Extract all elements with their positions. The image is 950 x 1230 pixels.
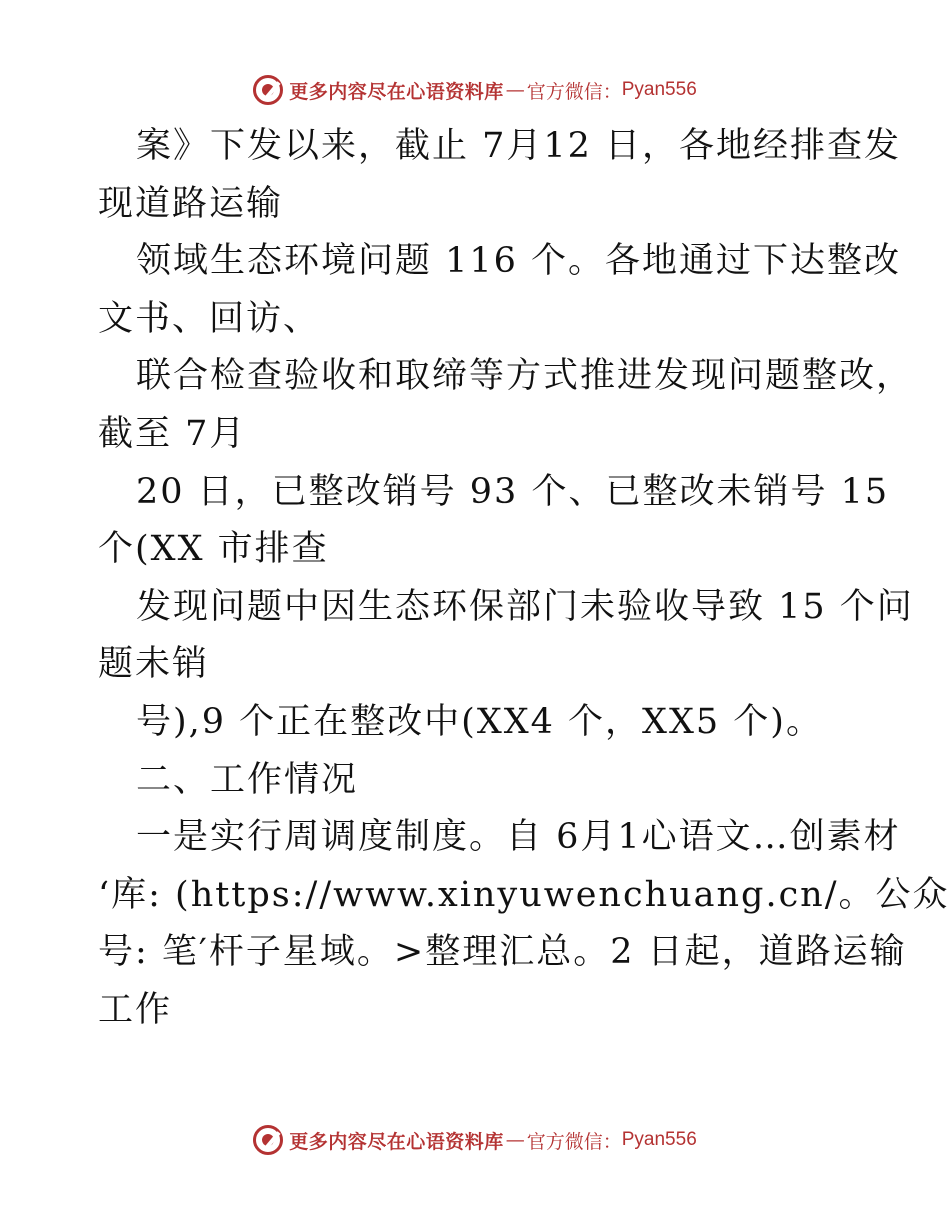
text-line: 领域生态环境问题 116 个。各地通过下达整改 xyxy=(136,241,902,282)
text-line: 发现问题中因生态环保部门未验收导致 15 个问 xyxy=(136,586,914,627)
text-line: 现道路运输 xyxy=(98,183,284,224)
text-line: 20 日，已整改销号 93 个、已整改未销号 15 xyxy=(136,471,890,512)
text-line: ‘库: (https://www.xinyuwenchuang.cn/。公众 xyxy=(98,874,950,915)
text-line: 号: 笔′杆子星域。>整理汇总。2 日起，道路运输 xyxy=(98,932,907,973)
watermark-text: 更多内容尽在心语资料库 xyxy=(289,80,504,103)
watermark-label: 官方微信： xyxy=(526,80,622,103)
watermark-footer xyxy=(0,1120,950,1160)
text-line: 一是实行周调度制度。自 6月1心语文…创素材 xyxy=(136,817,901,858)
watermark-label: 官方微信： xyxy=(526,1130,622,1153)
watermark-header xyxy=(0,70,950,110)
text-line: 个(XX 市排查 xyxy=(98,529,329,570)
watermark-id: Pyan556 xyxy=(621,79,697,100)
section-heading: 二、工作情况 xyxy=(136,759,359,800)
text-line: 截至 7月 xyxy=(98,413,247,454)
text-line: 联合检查验收和取缔等方式推进发现问题整改， xyxy=(136,356,914,397)
brand-logo-icon xyxy=(253,75,283,105)
watermark-dash: — xyxy=(505,1129,525,1151)
watermark-dash: — xyxy=(505,79,525,101)
text-line: 号),9 个正在整改中(XX4 个，XX5 个)。 xyxy=(136,701,823,742)
text-line: 文书、回访、 xyxy=(98,298,321,339)
text-line: 案》下发以来，截止 7月12 日，各地经排查发 xyxy=(136,126,902,166)
watermark-id: Pyan556 xyxy=(621,1129,697,1150)
document-body xyxy=(98,118,950,1040)
text-line: 题未销 xyxy=(98,644,210,685)
text-line: 工作 xyxy=(98,989,173,1030)
brand-logo-icon xyxy=(253,1125,283,1155)
watermark-text: 更多内容尽在心语资料库 xyxy=(289,1130,504,1153)
